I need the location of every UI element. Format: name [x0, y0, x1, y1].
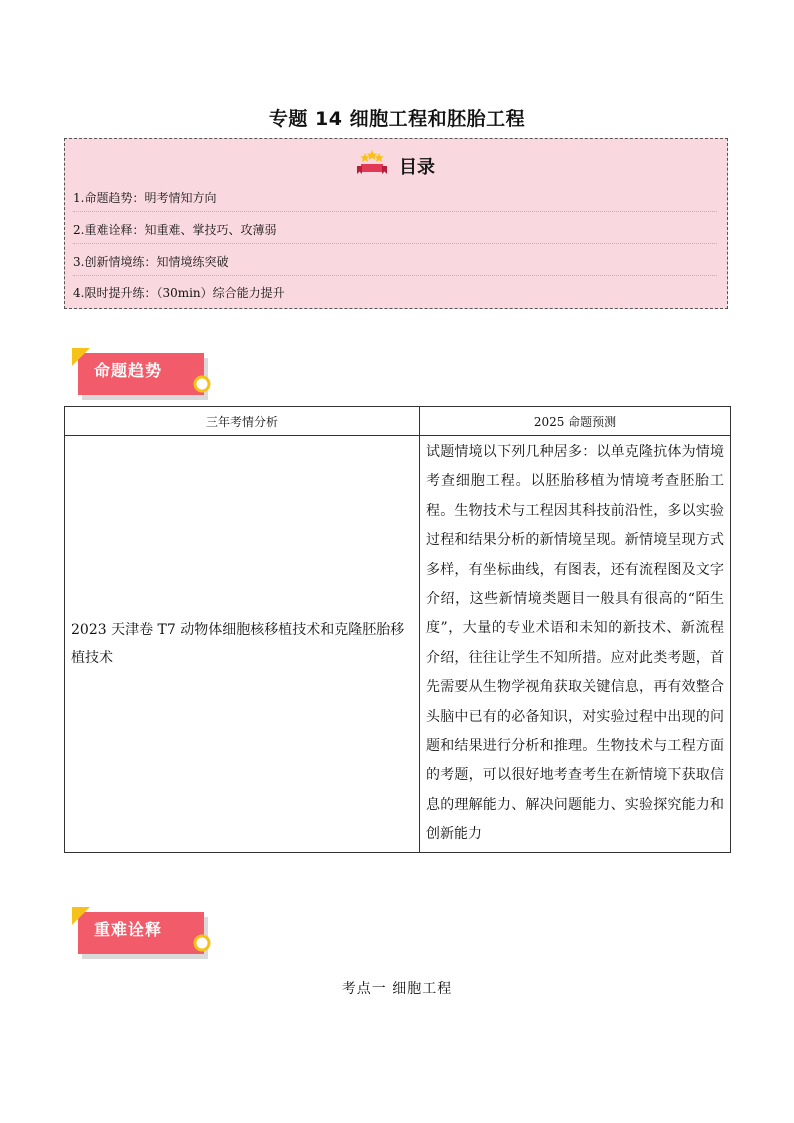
- header-cell-analysis: 三年考情分析: [65, 407, 420, 436]
- toc-header: [65, 147, 727, 183]
- section-badge-trend: [72, 348, 222, 404]
- trend-table: [64, 406, 731, 853]
- toc-item[interactable]: 4.限时提升练：（30min）综合能力提升: [73, 286, 285, 300]
- page-title: 专题 14 细胞工程和胚胎工程: [268, 108, 526, 130]
- kaodian-heading: 考点一 细胞工程: [341, 981, 453, 997]
- table-of-contents: [64, 138, 728, 309]
- exam-analysis-cell: 2023 天津卷 T7 动物体细胞核移植技术和克隆胚胎移植技术: [65, 436, 420, 853]
- toc-item[interactable]: 3.创新情境练：知情境练突破: [73, 249, 717, 276]
- header-cell-prediction: 2025 命题预测: [420, 407, 731, 436]
- table-row: [65, 436, 731, 853]
- badge-label: 重难诠释: [94, 920, 163, 939]
- table-header-row: [65, 407, 731, 436]
- toc-item[interactable]: 2.重难诠释：知重难、掌技巧、攻薄弱: [73, 217, 717, 244]
- prediction-cell: 试题情境以下列几种居多：以单克隆抗体为情境考查细胞工程。以胚胎移植为情境考查胚胎工程。生物技术与工程因其科技前沿性，多以实验过程和结果分析的新情境呈现。新情境呈现方式多样，有坐标曲线，有图表，还有流程图及文字介绍，这些新情境类题目一般具有很高的“陌生度”，大量的专业术语和未知的新技术、新流程介绍，往往让学生不知所措。应对此类考题，首先需要从生物学视角获取关键信息，再有效整合头脑中已有的必备知识，对实验过程中出现的问题和结果进行分析和推理。生物技术与工程方面的考题，可以很好地考查考生在新情境下获取信息的理解能力、解决问题能力、实验探究能力和创新能力: [420, 436, 731, 853]
- toc-item[interactable]: 1.命题趋势：明考情知方向: [73, 185, 717, 212]
- toc-title: 目录: [399, 157, 435, 178]
- section-badge-key-points: [72, 907, 222, 963]
- ribbon-stars-icon: [357, 150, 387, 178]
- badge-label: 命题趋势: [94, 361, 163, 380]
